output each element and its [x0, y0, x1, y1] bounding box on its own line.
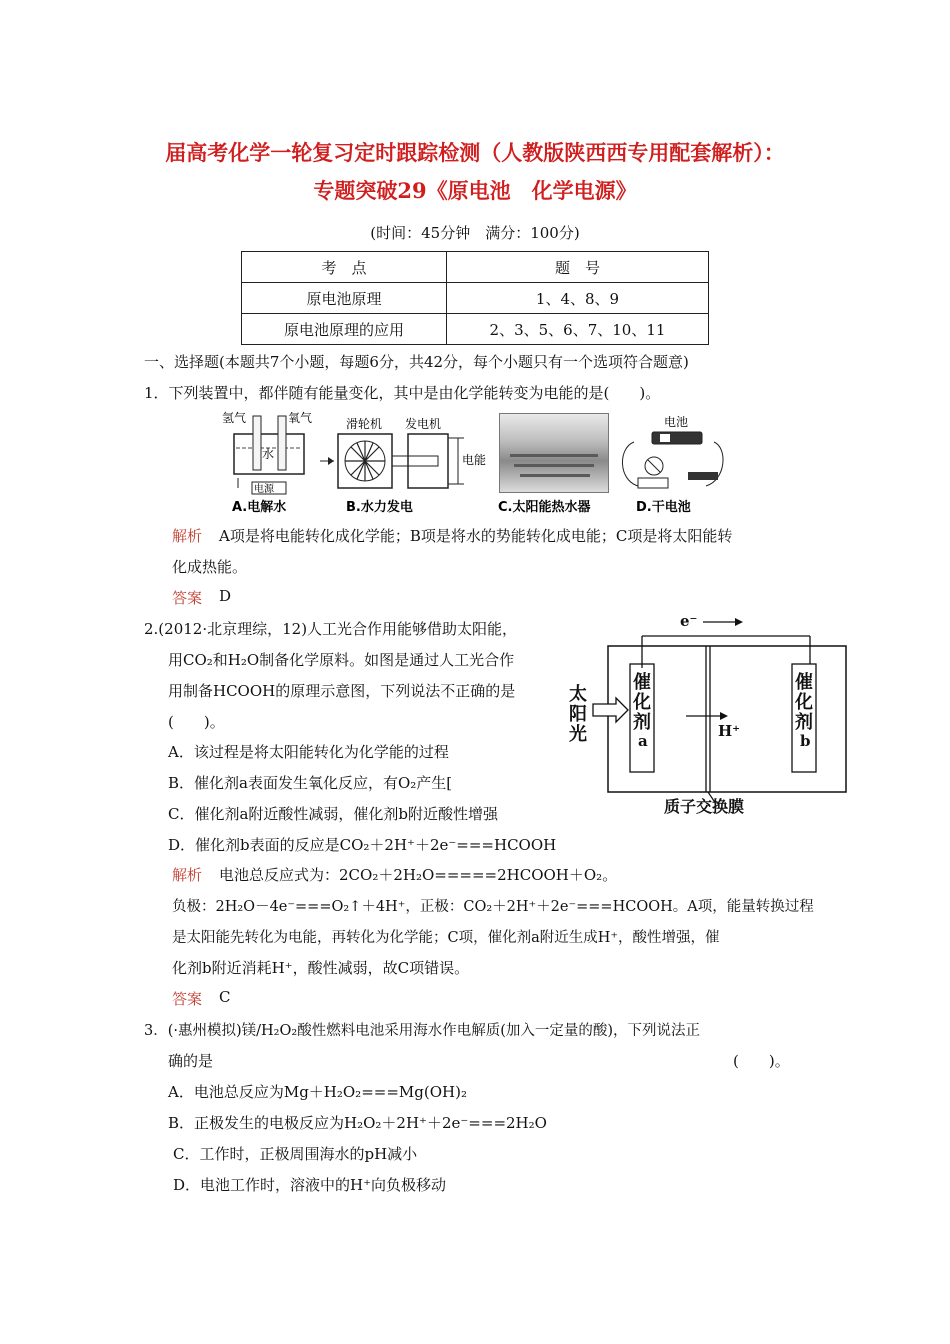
- table-cell: 原电池原理的应用: [242, 314, 447, 345]
- analysis-label: 解析: [172, 866, 203, 884]
- sunlight-char: 太: [569, 684, 587, 705]
- answer-label: 答案: [172, 589, 203, 607]
- battery-label: 电池: [664, 415, 689, 429]
- question-2-analysis: 电池总反应式为：2CO₂＋2H₂O=====2HCOOH＋O₂。: [219, 866, 618, 884]
- question-2-figure: [560, 608, 860, 820]
- option-b: B．催化剂a表面发生氧化反应，有O₂产生[: [168, 774, 453, 792]
- question-1-figure: [218, 408, 738, 518]
- option-c: C．催化剂a附近酸性减弱，催化剂b附近酸性增强: [168, 805, 499, 823]
- dry-cell-diagram: [622, 414, 723, 488]
- table-header-cell: 题 号: [447, 252, 709, 283]
- electron-label: e⁻: [680, 612, 698, 630]
- answer-label: 答案: [172, 990, 203, 1008]
- solar-heater-photo: [499, 413, 609, 493]
- question-2-analysis: 化剂b附近消耗H⁺，酸性减弱，故C项错误。: [172, 959, 470, 977]
- catalyst-b-char: 剂: [795, 712, 813, 733]
- table-row: [242, 314, 709, 345]
- question-2-stem: 用CO₂和H₂O制备化学原料。如图是通过人工光合作: [168, 651, 515, 669]
- electrolysis-diagram: [222, 410, 312, 495]
- question-3-stem: 3．(·惠州模拟)镁/H₂O₂酸性燃料电池采用海水作电解质(加入一定量的酸)，下列说法正: [144, 1023, 701, 1039]
- question-1-analysis: A项是将电能转化成化学能；B项是将水的势能转化成电能；C项是将太阳能转: [219, 527, 733, 545]
- table-cell: 原电池原理: [242, 283, 447, 314]
- option-c: C．工作时，正极周围海水的pH减小: [173, 1145, 418, 1163]
- option-a: A．电池总反应为Mg＋H₂O₂===Mg(OH)₂: [168, 1083, 467, 1101]
- table-cell: 1、4、8、9: [447, 283, 709, 314]
- catalyst-b-char: 催: [795, 672, 813, 693]
- figure-caption-b: B.水力发电: [346, 500, 413, 515]
- hydro-generator-diagram: [320, 416, 486, 488]
- question-2-answer: C: [219, 988, 231, 1006]
- section-heading: 一、选择题(本题共7个小题，每题6分，共42分，每个小题只有一个选项符合题意): [144, 353, 689, 371]
- answer-blank: ( )。: [733, 1052, 790, 1070]
- oxygen-label: 氧气: [288, 411, 313, 425]
- question-1-analysis: 化成热能。: [172, 558, 248, 576]
- doc-title-line1: 届高考化学一轮复习定时跟踪检测（人教版陕西西专用配套解析）：: [165, 140, 785, 165]
- sunlight-arrow-icon: [593, 698, 628, 722]
- question-1-answer: D: [219, 587, 232, 605]
- electricity-label: 电能: [462, 453, 487, 467]
- question-2-analysis: 是太阳能先转化为电能，再转化为化学能；C项，催化剂a附近生成H⁺，酸性增强，催: [172, 930, 720, 946]
- hydrogen-label: 氢气: [222, 411, 247, 425]
- question-3-stem: 确的是: [168, 1052, 214, 1070]
- table-header-row: [242, 252, 709, 283]
- table-header-cell: 考 点: [242, 252, 447, 283]
- catalyst-b-char: 化: [795, 692, 813, 713]
- question-2-stem: 2.(2012·北京理综，12)人工光合作用能够借助太阳能，: [144, 620, 518, 638]
- topic-table: [241, 251, 709, 345]
- catalyst-a-char: 剂: [633, 712, 651, 733]
- proton-label: H⁺: [718, 722, 741, 740]
- option-d: D．电池工作时，溶液中的H⁺向负极移动: [173, 1176, 447, 1194]
- power-source-label: 电源: [254, 484, 274, 495]
- table-row: [242, 283, 709, 314]
- catalyst-a-char: 化: [633, 692, 651, 713]
- table-cell: 2、3、5、6、7、10、11: [447, 314, 709, 345]
- option-b: B．正极发生的电极反应为H₂O₂＋2H⁺＋2e⁻===2H₂O: [168, 1114, 547, 1132]
- figure-caption-c: C.太阳能热水器: [498, 500, 591, 515]
- catalyst-a-char: 催: [633, 672, 651, 693]
- membrane-label: 质子交换膜: [664, 797, 745, 816]
- sunlight-char: 光: [569, 724, 587, 745]
- figure-caption-d: D.干电池: [636, 500, 691, 515]
- catalyst-b-char: b: [800, 732, 811, 750]
- figure-caption-a: A.电解水: [232, 500, 287, 515]
- option-d: D．催化剂b表面的反应是CO₂＋2H⁺＋2e⁻===HCOOH: [168, 836, 557, 854]
- question-2-analysis: 负极：2H₂O－4e⁻===O₂↑＋4H⁺，正极：CO₂＋2H⁺＋2e⁻===HCOOH。A项，能量转换过程: [172, 899, 814, 915]
- generator-label: 发电机: [405, 417, 442, 431]
- pulley-label: 滑轮机: [346, 417, 383, 431]
- exam-meta: (时间：45分钟 满分：100分): [370, 224, 580, 242]
- question-2-stem: ( )。: [168, 713, 225, 731]
- option-a: A．该过程是将太阳能转化为化学能的过程: [168, 743, 449, 761]
- analysis-label: 解析: [172, 527, 203, 545]
- question-1-stem: 1．下列装置中，都伴随有能量变化，其中是由化学能转变为电能的是( )。: [144, 384, 661, 402]
- question-2-stem: 用制备HCOOH的原理示意图，下列说法不正确的是: [168, 682, 516, 700]
- water-label: 水: [262, 447, 275, 461]
- catalyst-a-char: a: [638, 732, 648, 750]
- sunlight-char: 阳: [569, 704, 587, 725]
- doc-title-line2: 专题突破29《原电池 化学电源》: [313, 178, 637, 203]
